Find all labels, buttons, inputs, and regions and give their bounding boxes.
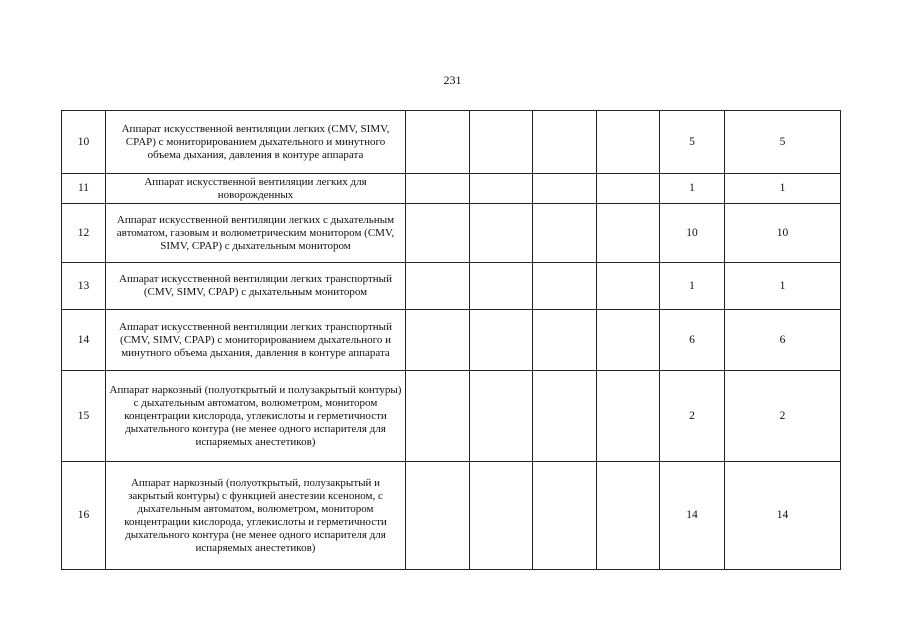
empty-cell xyxy=(406,174,470,204)
empty-cell xyxy=(597,204,660,263)
quantity-cell: 14 xyxy=(660,462,725,570)
empty-cell xyxy=(470,310,533,371)
empty-cell xyxy=(470,371,533,462)
quantity-cell: 2 xyxy=(660,371,725,462)
quantity-cell: 1 xyxy=(660,263,725,310)
equipment-name: Аппарат искусственной вентиляции легких транспортный (CMV, SIMV, CPAP) с дыхательным монитором xyxy=(106,263,406,310)
row-number: 14 xyxy=(62,310,106,371)
equipment-name: Аппарат искусственной вентиляции легких (CMV, SIMV, CPAP) с мониторированием дыхательного и минутного объема дыхания, давления в контуре аппарата xyxy=(106,111,406,174)
empty-cell xyxy=(470,111,533,174)
equipment-name: Аппарат искусственной вентиляции легких с дыхательным автоматом, газовым и волюметрическим монитором (CMV, SIMV, CPAP) с дыхательным монитором xyxy=(106,204,406,263)
row-number: 16 xyxy=(62,462,106,570)
empty-cell xyxy=(470,204,533,263)
empty-cell xyxy=(597,462,660,570)
quantity-cell: 2 xyxy=(725,371,841,462)
quantity-cell: 5 xyxy=(725,111,841,174)
empty-cell xyxy=(533,263,597,310)
equipment-table xyxy=(61,110,841,570)
row-number: 12 xyxy=(62,204,106,263)
empty-cell xyxy=(406,111,470,174)
quantity-cell: 1 xyxy=(725,263,841,310)
empty-cell xyxy=(470,174,533,204)
empty-cell xyxy=(597,310,660,371)
empty-cell xyxy=(406,462,470,570)
quantity-cell: 14 xyxy=(725,462,841,570)
row-number: 15 xyxy=(62,371,106,462)
empty-cell xyxy=(597,111,660,174)
empty-cell xyxy=(597,371,660,462)
empty-cell xyxy=(533,462,597,570)
table-row xyxy=(62,174,841,204)
empty-cell xyxy=(533,371,597,462)
quantity-cell: 5 xyxy=(660,111,725,174)
quantity-cell: 1 xyxy=(725,174,841,204)
table-row xyxy=(62,310,841,371)
table-row xyxy=(62,111,841,174)
quantity-cell: 6 xyxy=(660,310,725,371)
equipment-name: Аппарат искусственной вентиляции легких транспортный (CMV, SIMV, CPAP) с мониторированием дыхательного и минутного объема дыхания, давления в контуре аппарата xyxy=(106,310,406,371)
empty-cell xyxy=(406,204,470,263)
empty-cell xyxy=(597,174,660,204)
row-number: 13 xyxy=(62,263,106,310)
row-number: 10 xyxy=(62,111,106,174)
page-number: 231 xyxy=(443,73,462,87)
row-number: 11 xyxy=(62,174,106,204)
quantity-cell: 10 xyxy=(725,204,841,263)
empty-cell xyxy=(533,111,597,174)
empty-cell xyxy=(406,263,470,310)
empty-cell xyxy=(470,462,533,570)
table-row xyxy=(62,263,841,310)
empty-cell xyxy=(533,204,597,263)
empty-cell xyxy=(533,310,597,371)
equipment-name: Аппарат наркозный (полуоткрытый и полузакрытый контуры) с дыхательным автоматом, волюметром, монитором концентрации кислорода, углекислоты и герметичности дыхательного контура (не менее одного испарителя для испаряемых анестетиков) xyxy=(106,371,406,462)
equipment-name: Аппарат наркозный (полуоткрытый, полузакрытый и закрытый контуры) с функцией анестезии ксеноном, с дыхательным автоматом, волюметром, монитором концентрации кислорода, углекислоты и герметичности дыхательного контура (не менее одного испарителя для испаряемых анестетиков) xyxy=(106,462,406,570)
table-row xyxy=(62,371,841,462)
table-row xyxy=(62,462,841,570)
empty-cell xyxy=(406,310,470,371)
table-row xyxy=(62,204,841,263)
quantity-cell: 6 xyxy=(725,310,841,371)
equipment-name: Аппарат искусственной вентиляции легких для новорожденных xyxy=(106,174,406,204)
empty-cell xyxy=(470,263,533,310)
empty-cell xyxy=(406,371,470,462)
quantity-cell: 1 xyxy=(660,174,725,204)
quantity-cell: 10 xyxy=(660,204,725,263)
empty-cell xyxy=(533,174,597,204)
empty-cell xyxy=(597,263,660,310)
